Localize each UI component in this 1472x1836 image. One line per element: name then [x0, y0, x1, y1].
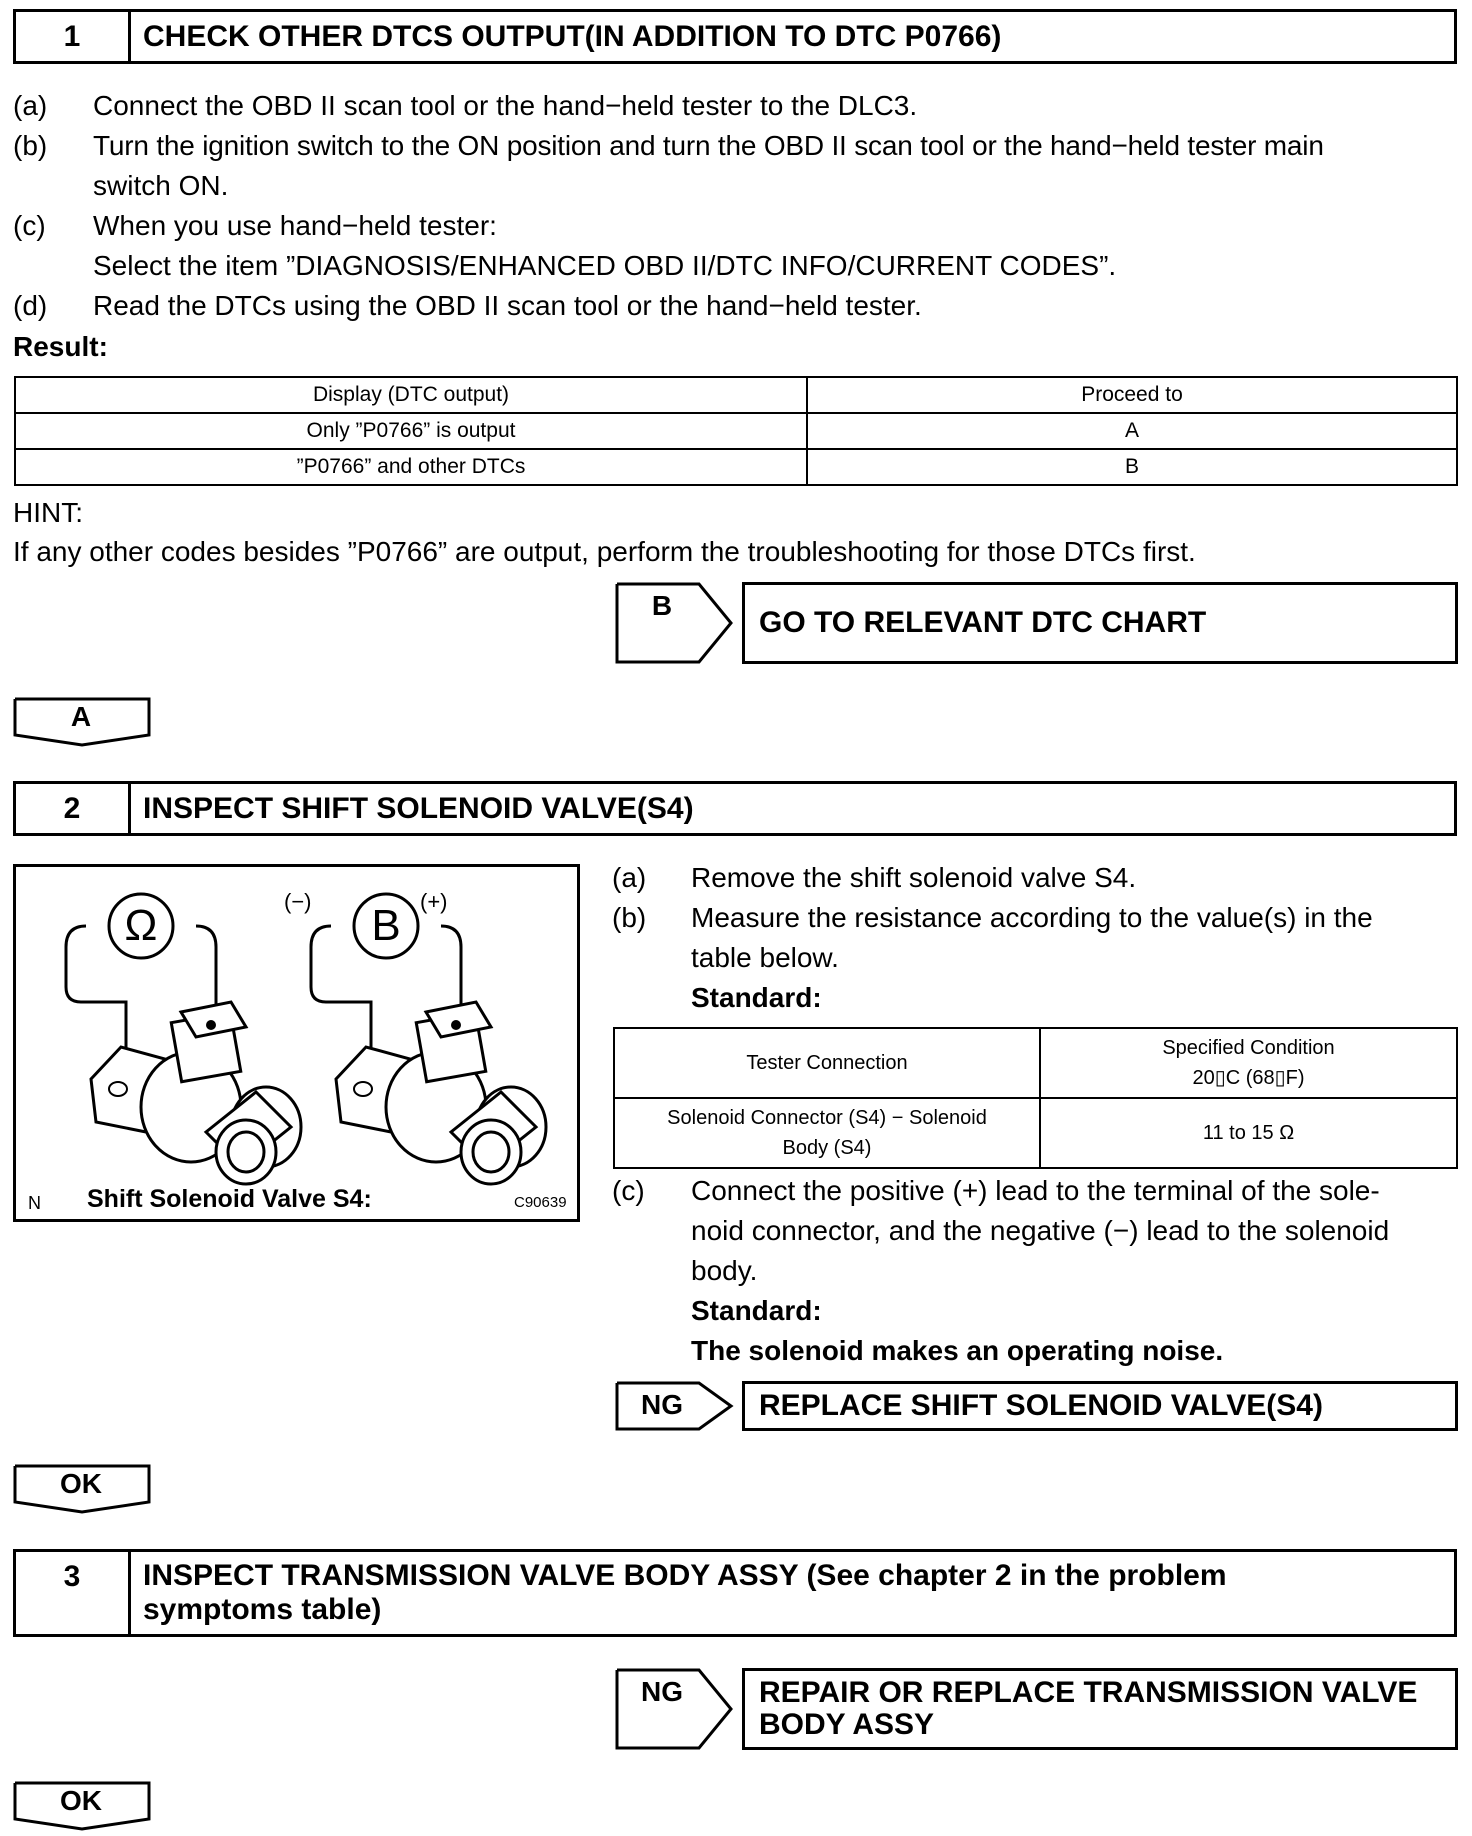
table-cell: Only ”P0766” is output — [15, 413, 807, 449]
step-1-header — [13, 9, 1457, 64]
ohm-symbol: Ω — [124, 901, 158, 950]
item-label: (b) — [612, 902, 647, 933]
table-cell: B — [807, 449, 1457, 485]
item-text: Connect the positive (+) lead to the terminal of the sole- — [691, 1175, 1380, 1206]
result-line: BODY ASSY — [759, 1708, 935, 1741]
branch-ng-result: REPLACE SHIFT SOLENOID VALVE(S4) — [742, 1381, 1458, 1431]
tag-label: OK — [60, 1785, 102, 1816]
table-cell-line: Solenoid Connector (S4) − Solenoid — [667, 1107, 987, 1129]
table-cell — [614, 1098, 1040, 1168]
tag-label: OK — [60, 1468, 102, 1499]
hint-text: If any other codes besides ”P0766” are output, perform the troubleshooting for those DTCs first. — [13, 536, 1196, 567]
table-cell: ”P0766” and other DTCs — [15, 449, 807, 485]
table-header-line: Specified Condition — [1162, 1037, 1335, 1059]
branch-ng-result — [742, 1668, 1458, 1750]
table-header: Tester Connection — [614, 1028, 1040, 1098]
item-label: (c) — [13, 210, 46, 241]
result-label: Result: — [13, 331, 108, 362]
item-text: Turn the ignition switch to the ON position and turn the OBD II scan tool or the hand−held tester main — [93, 130, 1324, 161]
hint-label: HINT: — [13, 497, 83, 528]
tag-label: A — [70, 701, 92, 732]
table-cell-line: Body (S4) — [782, 1137, 872, 1159]
item-label: (a) — [13, 90, 48, 121]
step-number: 1 — [16, 12, 131, 61]
step-title — [131, 1552, 1454, 1634]
step-number: 2 — [16, 784, 131, 833]
standard-label: Standard: — [691, 1295, 822, 1326]
item-text: Remove the shift solenoid valve S4. — [691, 862, 1137, 893]
item-text: Connect the OBD II scan tool or the hand−held tester to the DLC3. — [93, 90, 918, 121]
step-title-line: INSPECT TRANSMISSION VALVE BODY ASSY (See chapter 2 in the problem — [143, 1559, 1227, 1592]
plus-label: (+) — [420, 889, 448, 914]
solenoid-figure — [13, 864, 580, 1222]
item-text: When you use hand−held tester: — [93, 210, 497, 241]
minus-label: (−) — [284, 889, 312, 914]
branch-ng-tag[interactable] — [615, 1668, 735, 1750]
result-line: REPAIR OR REPLACE TRANSMISSION VALVE — [759, 1676, 1418, 1709]
step-3-header — [13, 1549, 1457, 1637]
branch-tag-label: NG — [641, 1676, 683, 1707]
figure-code: C90639 — [514, 1194, 567, 1211]
table-header: Proceed to — [807, 377, 1457, 413]
battery-symbol: B — [371, 901, 401, 950]
item-text: switch ON. — [93, 170, 229, 201]
next-a-tag[interactable] — [13, 697, 151, 747]
figure-corner-letter: N — [28, 1193, 41, 1213]
table-header: Display (DTC output) — [15, 377, 807, 413]
result-table — [14, 376, 1458, 486]
standard-label: Standard: — [691, 982, 822, 1013]
step-2-header — [13, 781, 1457, 836]
branch-b-tag[interactable] — [615, 582, 735, 664]
item-label: (b) — [13, 130, 48, 161]
table-header — [1040, 1028, 1457, 1098]
item-text: Measure the resistance according to the value(s) in the — [691, 902, 1373, 933]
item-label: (a) — [612, 862, 647, 893]
branch-tag-label: B — [651, 590, 673, 621]
table-cell: 11 to 15 Ω — [1040, 1098, 1457, 1168]
item-text: body. — [691, 1255, 758, 1286]
branch-ng-tag[interactable] — [615, 1381, 735, 1431]
item-text: Read the DTCs using the OBD II scan tool or the hand−held tester. — [93, 290, 922, 321]
step-title: CHECK OTHER DTCS OUTPUT(IN ADDITION TO DTC P0766) — [143, 19, 1002, 53]
item-label: (d) — [13, 290, 48, 321]
solenoid-valve-diagram-icon — [16, 867, 577, 1219]
item-text: Select the item ”DIAGNOSIS/ENHANCED OBD II/DTC INFO/CURRENT CODES”. — [93, 250, 1117, 281]
step-number: 3 — [16, 1552, 131, 1634]
spec-table — [613, 1027, 1458, 1169]
step-title-line: symptoms table) — [143, 1593, 382, 1626]
item-label: (c) — [612, 1175, 645, 1206]
standard-text: The solenoid makes an operating noise. — [691, 1335, 1224, 1366]
step-title: INSPECT SHIFT SOLENOID VALVE(S4) — [143, 791, 694, 825]
branch-b-result: GO TO RELEVANT DTC CHART — [742, 582, 1458, 664]
table-cell: A — [807, 413, 1457, 449]
item-text: noid connector, and the negative (−) lead to the solenoid — [691, 1215, 1390, 1246]
item-text: table below. — [691, 942, 839, 973]
branch-tag-label: NG — [641, 1389, 683, 1420]
table-header-line: 20▯C (68▯F) — [1192, 1067, 1305, 1089]
next-ok-tag[interactable] — [13, 1781, 151, 1831]
next-ok-tag[interactable] — [13, 1464, 151, 1514]
figure-caption: Shift Solenoid Valve S4: — [87, 1185, 372, 1213]
